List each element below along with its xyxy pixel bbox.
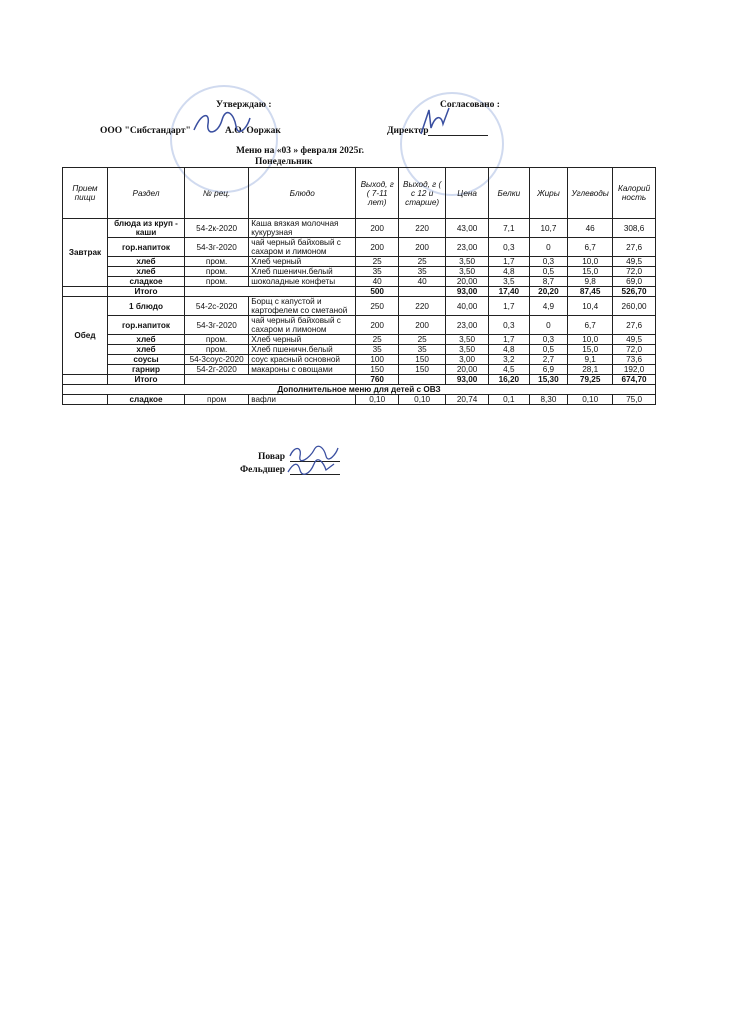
table-cell: 0,3 xyxy=(529,335,568,345)
org-name: ООО "Сибстандарт" xyxy=(100,126,191,136)
director-label: Директор xyxy=(387,126,429,136)
table-cell: 1,7 xyxy=(488,335,529,345)
table-row xyxy=(63,355,656,365)
table-cell: гарнир xyxy=(107,365,184,375)
table-cell: 54-2с-2020 xyxy=(185,297,249,316)
table-cell: пром. xyxy=(185,277,249,287)
table-cell: 49,5 xyxy=(613,335,656,345)
director-signature xyxy=(415,106,455,138)
table-cell: 72,0 xyxy=(613,345,656,355)
table-cell: 10,7 xyxy=(529,219,568,238)
table-cell: 200 xyxy=(356,219,399,238)
table-cell: пром. xyxy=(185,335,249,345)
table-cell: 200 xyxy=(399,316,446,335)
table-cell: 25 xyxy=(356,257,399,267)
table-cell: 150 xyxy=(399,355,446,365)
medic-label: Фельдшер xyxy=(240,465,286,475)
table-row xyxy=(63,316,656,335)
total-label: Итого xyxy=(107,375,184,385)
approver-name: А.О. Ооржак xyxy=(225,126,281,136)
empty-cell xyxy=(63,375,108,385)
table-cell: Хлеб пшеничн.белый xyxy=(249,267,356,277)
table-cell: 220 xyxy=(399,297,446,316)
table-cell: 3,5 xyxy=(488,277,529,287)
table-row xyxy=(63,365,656,375)
total-value: 526,70 xyxy=(613,287,656,297)
table-cell: 1 блюдо xyxy=(107,297,184,316)
table-cell: 4,8 xyxy=(488,267,529,277)
table-cell: блюда из круп - каши xyxy=(107,219,184,238)
cook-label: Повар xyxy=(258,452,286,462)
table-cell: 10,4 xyxy=(568,297,613,316)
table-cell: 3,00 xyxy=(446,355,489,365)
col-header: № рец. xyxy=(185,168,249,219)
total-value: 17,40 xyxy=(488,287,529,297)
ovz-title: Дополнительное меню для детей с ОВЗ xyxy=(63,385,656,395)
header-row xyxy=(63,168,656,219)
table-cell: 0,3 xyxy=(529,257,568,267)
table-cell: чай черный байховый с сахаром и лимоном xyxy=(249,316,356,335)
table-cell: 200 xyxy=(356,238,399,257)
table-cell: чай черный байховый с сахаром и лимоном xyxy=(249,238,356,257)
table-cell: Хлеб черный xyxy=(249,257,356,267)
table-cell: пром. xyxy=(185,257,249,267)
table-cell: 73,6 xyxy=(613,355,656,365)
table-cell: 69,0 xyxy=(613,277,656,287)
col-header: Белки xyxy=(488,168,529,219)
table-cell: 4,8 xyxy=(488,345,529,355)
empty-cell xyxy=(185,287,356,297)
table-cell: 15,0 xyxy=(568,267,613,277)
table-cell: 100 xyxy=(356,355,399,365)
table-cell: 0,10 xyxy=(399,395,446,405)
menu-table xyxy=(62,167,656,405)
table-cell: Каша вязкая молочная кукурузная xyxy=(249,219,356,238)
table-cell: 0,10 xyxy=(356,395,399,405)
table-cell: 20,74 xyxy=(446,395,489,405)
total-weight: 500 xyxy=(356,287,399,297)
approver-signature xyxy=(192,110,252,136)
col-header: Цена xyxy=(446,168,489,219)
empty-cell xyxy=(185,375,356,385)
table-row xyxy=(63,335,656,345)
table-cell: 308,6 xyxy=(613,219,656,238)
table-cell: 25 xyxy=(399,257,446,267)
table-cell: 46 xyxy=(568,219,613,238)
table-cell: 20,00 xyxy=(446,277,489,287)
table-cell: 200 xyxy=(399,238,446,257)
meal-name-cell: Обед xyxy=(63,297,108,375)
empty-cell xyxy=(399,287,446,297)
table-cell: 250 xyxy=(356,297,399,316)
menu-title: Меню на «03 » февраля 2025г. xyxy=(236,146,365,156)
table-cell: хлеб xyxy=(107,267,184,277)
col-header: Выход, г ( 7-11 лет) xyxy=(356,168,399,219)
table-cell: соус красный основной xyxy=(249,355,356,365)
table-cell: хлеб xyxy=(107,335,184,345)
table-cell: 25 xyxy=(356,335,399,345)
table-cell: 0,5 xyxy=(529,267,568,277)
table-cell: вафли xyxy=(249,395,356,405)
table-cell: 6,7 xyxy=(568,238,613,257)
total-value: 15,30 xyxy=(529,375,568,385)
table-row xyxy=(63,345,656,355)
table-cell: 23,00 xyxy=(446,316,489,335)
table-cell: 4,9 xyxy=(529,297,568,316)
table-cell: 4,5 xyxy=(488,365,529,375)
table-cell: 49,5 xyxy=(613,257,656,267)
table-cell: хлеб xyxy=(107,345,184,355)
table-row xyxy=(63,297,656,316)
weekday: Понедельник xyxy=(255,157,313,167)
table-cell: 54-2г-2020 xyxy=(185,365,249,375)
table-cell: 7,1 xyxy=(488,219,529,238)
table-cell: Хлеб пшеничн.белый xyxy=(249,345,356,355)
table-cell: 6,7 xyxy=(568,316,613,335)
total-row xyxy=(63,375,656,385)
empty-cell xyxy=(63,287,108,297)
table-cell: 35 xyxy=(399,267,446,277)
table-cell: гор.напиток xyxy=(107,316,184,335)
table-row xyxy=(63,395,656,405)
table-cell: 0,10 xyxy=(568,395,613,405)
col-header: Прием пищи xyxy=(63,168,108,219)
total-label: Итого xyxy=(107,287,184,297)
total-value: 20,20 xyxy=(529,287,568,297)
table-cell: 35 xyxy=(356,267,399,277)
table-cell: 27,6 xyxy=(613,316,656,335)
table-cell: 20,00 xyxy=(446,365,489,375)
table-cell: 3,50 xyxy=(446,345,489,355)
table-cell: 200 xyxy=(356,316,399,335)
empty-cell xyxy=(63,395,108,405)
total-value: 16,20 xyxy=(488,375,529,385)
table-cell: 10,0 xyxy=(568,335,613,345)
table-cell: 9,1 xyxy=(568,355,613,365)
table-row xyxy=(63,238,656,257)
total-weight: 760 xyxy=(356,375,399,385)
table-cell: 0 xyxy=(529,316,568,335)
table-cell: 8,7 xyxy=(529,277,568,287)
col-header: Раздел xyxy=(107,168,184,219)
table-cell: Хлеб черный xyxy=(249,335,356,345)
table-cell: 3,50 xyxy=(446,257,489,267)
table-cell: 0,5 xyxy=(529,345,568,355)
table-cell: 0 xyxy=(529,238,568,257)
table-cell: хлеб xyxy=(107,257,184,267)
table-cell: сладкое xyxy=(107,395,184,405)
table-cell: 43,00 xyxy=(446,219,489,238)
table-cell: 6,9 xyxy=(529,365,568,375)
col-header: Блюдо xyxy=(249,168,356,219)
table-cell: 40 xyxy=(399,277,446,287)
total-value: 93,00 xyxy=(446,375,489,385)
table-cell: 8,30 xyxy=(529,395,568,405)
table-cell: 28,1 xyxy=(568,365,613,375)
table-cell: 54-3г-2020 xyxy=(185,238,249,257)
total-value: 87,45 xyxy=(568,287,613,297)
table-cell: пром xyxy=(185,395,249,405)
table-cell: 40,00 xyxy=(446,297,489,316)
table-cell: 3,2 xyxy=(488,355,529,365)
table-cell: 54-3г-2020 xyxy=(185,316,249,335)
col-header: Выход, г ( с 12 и старше) xyxy=(399,168,446,219)
table-cell: соусы xyxy=(107,355,184,365)
total-value: 674,70 xyxy=(613,375,656,385)
table-cell: 35 xyxy=(356,345,399,355)
table-cell: макароны с овощами xyxy=(249,365,356,375)
table-cell: пром. xyxy=(185,345,249,355)
empty-cell xyxy=(399,375,446,385)
table-cell: 150 xyxy=(356,365,399,375)
table-cell: 23,00 xyxy=(446,238,489,257)
table-cell: 72,0 xyxy=(613,267,656,277)
table-cell: 150 xyxy=(399,365,446,375)
table-cell: шоколадные конфеты xyxy=(249,277,356,287)
agree-label: Согласовано : xyxy=(440,100,500,110)
table-cell: 35 xyxy=(399,345,446,355)
table-cell: 0,3 xyxy=(488,316,529,335)
table-row xyxy=(63,257,656,267)
table-cell: 192,0 xyxy=(613,365,656,375)
total-value: 93,00 xyxy=(446,287,489,297)
table-cell: 2,7 xyxy=(529,355,568,365)
table-cell: 75,0 xyxy=(613,395,656,405)
table-row xyxy=(63,219,656,238)
table-cell: 54-3соус-2020 xyxy=(185,355,249,365)
table-cell: 260,00 xyxy=(613,297,656,316)
table-cell: 40 xyxy=(356,277,399,287)
table-cell: 0,1 xyxy=(488,395,529,405)
table-cell: 9,8 xyxy=(568,277,613,287)
table-cell: 1,7 xyxy=(488,297,529,316)
table-cell: 1,7 xyxy=(488,257,529,267)
table-cell: 10,0 xyxy=(568,257,613,267)
table-cell: 25 xyxy=(399,335,446,345)
table-cell: сладкое xyxy=(107,277,184,287)
approve-label: Утверждаю : xyxy=(216,100,272,110)
table-cell: гор.напиток xyxy=(107,238,184,257)
table-cell: пром. xyxy=(185,267,249,277)
meal-name-cell: Завтрак xyxy=(63,219,108,287)
total-row xyxy=(63,287,656,297)
col-header: Жиры xyxy=(529,168,568,219)
col-header: Углеводы xyxy=(568,168,613,219)
col-header: Калорий ность xyxy=(613,168,656,219)
table-row xyxy=(63,267,656,277)
medic-signature xyxy=(286,458,336,476)
table-cell: Борщ с капустой и картофелем со сметаной xyxy=(249,297,356,316)
table-row xyxy=(63,277,656,287)
table-cell: 15,0 xyxy=(568,345,613,355)
section-title-row xyxy=(63,385,656,395)
table-cell: 0,3 xyxy=(488,238,529,257)
table-cell: 54-2к-2020 xyxy=(185,219,249,238)
table-cell: 3,50 xyxy=(446,335,489,345)
total-value: 79,25 xyxy=(568,375,613,385)
table-cell: 3,50 xyxy=(446,267,489,277)
table-cell: 220 xyxy=(399,219,446,238)
table-cell: 27,6 xyxy=(613,238,656,257)
